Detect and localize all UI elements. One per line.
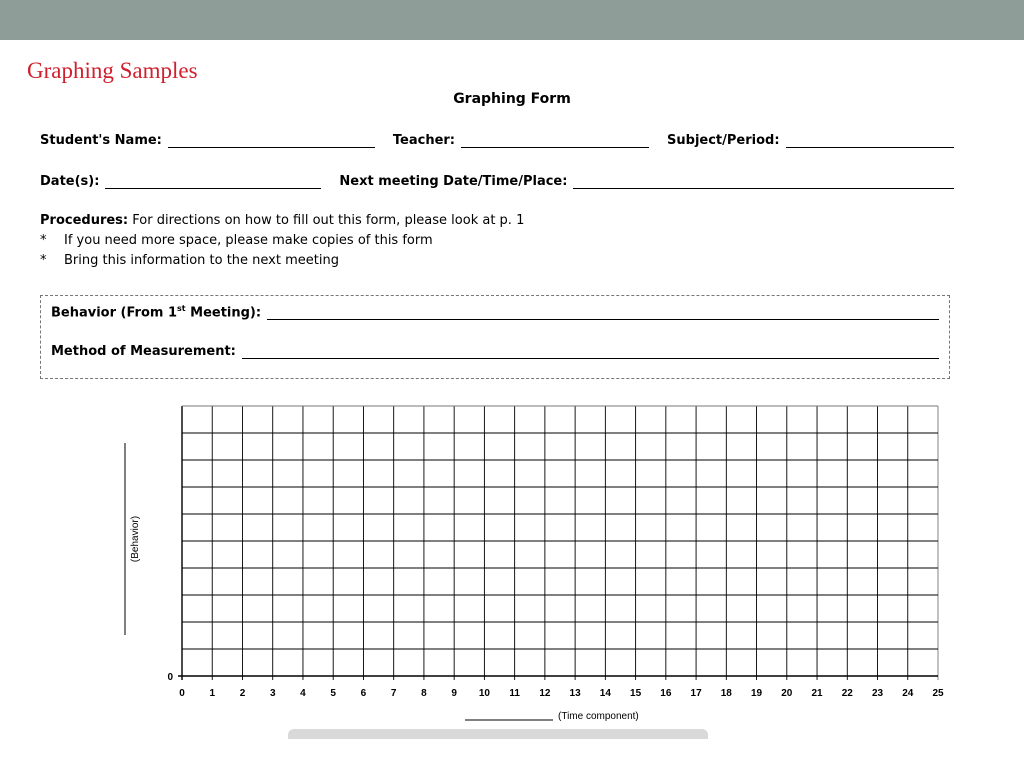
method-row — [51, 344, 939, 359]
y-origin-label: 0 — [167, 672, 173, 683]
x-tick-label: 14 — [599, 688, 611, 699]
teacher-label: Teacher: — [392, 133, 456, 148]
behavior-graph — [110, 398, 960, 728]
bullet-text: If you need more space, please make copies of this form — [64, 233, 433, 248]
x-tick-label: 11 — [509, 688, 520, 699]
procedures-text: For directions on how to fill out this form, please look at p. 1 — [132, 213, 525, 228]
x-tick-label: 20 — [781, 688, 793, 699]
x-tick-label: 18 — [720, 688, 732, 699]
x-tick-label: 2 — [239, 688, 246, 699]
student-name-label: Student's Name: — [40, 133, 162, 148]
x-tick-label: 1 — [209, 688, 216, 699]
bullet-text: Bring this information to the next meeting — [64, 253, 339, 268]
behavior-field[interactable] — [267, 307, 939, 320]
x-tick-label: 4 — [300, 688, 306, 699]
x-tick-label: 23 — [871, 688, 884, 699]
teacher-field[interactable] — [461, 135, 649, 148]
graph-grid — [178, 406, 938, 680]
x-tick-label: 12 — [539, 688, 551, 699]
x-tick-label: 10 — [478, 688, 490, 699]
x-axis-ticks — [179, 688, 944, 699]
behavior-row — [51, 304, 939, 320]
procedure-bullet — [40, 233, 524, 250]
x-tick-label: 8 — [421, 688, 427, 699]
bullet-marker: * — [40, 253, 47, 268]
x-tick-label: 24 — [902, 688, 914, 699]
dates-label: Date(s): — [40, 174, 100, 189]
x-tick-label: 15 — [630, 688, 642, 699]
subject-period-field[interactable] — [786, 135, 954, 148]
bullet-marker: * — [40, 233, 47, 248]
subject-period-label: Subject/Period: — [667, 133, 780, 148]
student-name-field[interactable] — [168, 135, 375, 148]
x-tick-label: 7 — [390, 688, 397, 699]
method-label: Method of Measurement: — [51, 344, 236, 359]
procedures-line — [40, 213, 524, 230]
x-tick-label: 25 — [932, 688, 944, 699]
top-bar — [0, 0, 1024, 40]
x-tick-label: 22 — [841, 688, 853, 699]
x-tick-label: 17 — [690, 688, 702, 699]
x-tick-label: 16 — [660, 688, 672, 699]
x-tick-label: 21 — [811, 688, 823, 699]
x-tick-label: 19 — [750, 688, 763, 699]
x-tick-label: 6 — [360, 688, 367, 699]
next-meeting-label: Next meeting Date/Time/Place: — [339, 174, 568, 189]
x-tick-label: 3 — [269, 688, 276, 699]
dates-field[interactable] — [105, 176, 321, 189]
procedures-section — [40, 213, 524, 273]
x-tick-label: 5 — [330, 688, 336, 699]
method-field[interactable] — [242, 346, 939, 359]
x-tick-label: 9 — [451, 688, 457, 699]
behavior-box — [40, 295, 950, 379]
procedures-label: Procedures: — [40, 213, 129, 228]
procedure-bullet — [40, 253, 524, 270]
form-title: Graphing Form — [453, 91, 571, 107]
form-row-student — [40, 133, 954, 148]
next-meeting-field[interactable] — [573, 176, 954, 189]
behavior-label: Behavior (From 1st Meeting): — [51, 304, 262, 321]
bottom-scroll-hint — [288, 729, 708, 739]
x-tick-label: 0 — [179, 688, 185, 699]
form-row-dates — [40, 174, 954, 189]
slide-title: Graphing Samples — [27, 58, 198, 83]
y-axis-label: (Behavior) — [130, 515, 141, 563]
x-axis-label: (Time component) — [558, 711, 639, 722]
x-tick-label: 13 — [569, 688, 581, 699]
